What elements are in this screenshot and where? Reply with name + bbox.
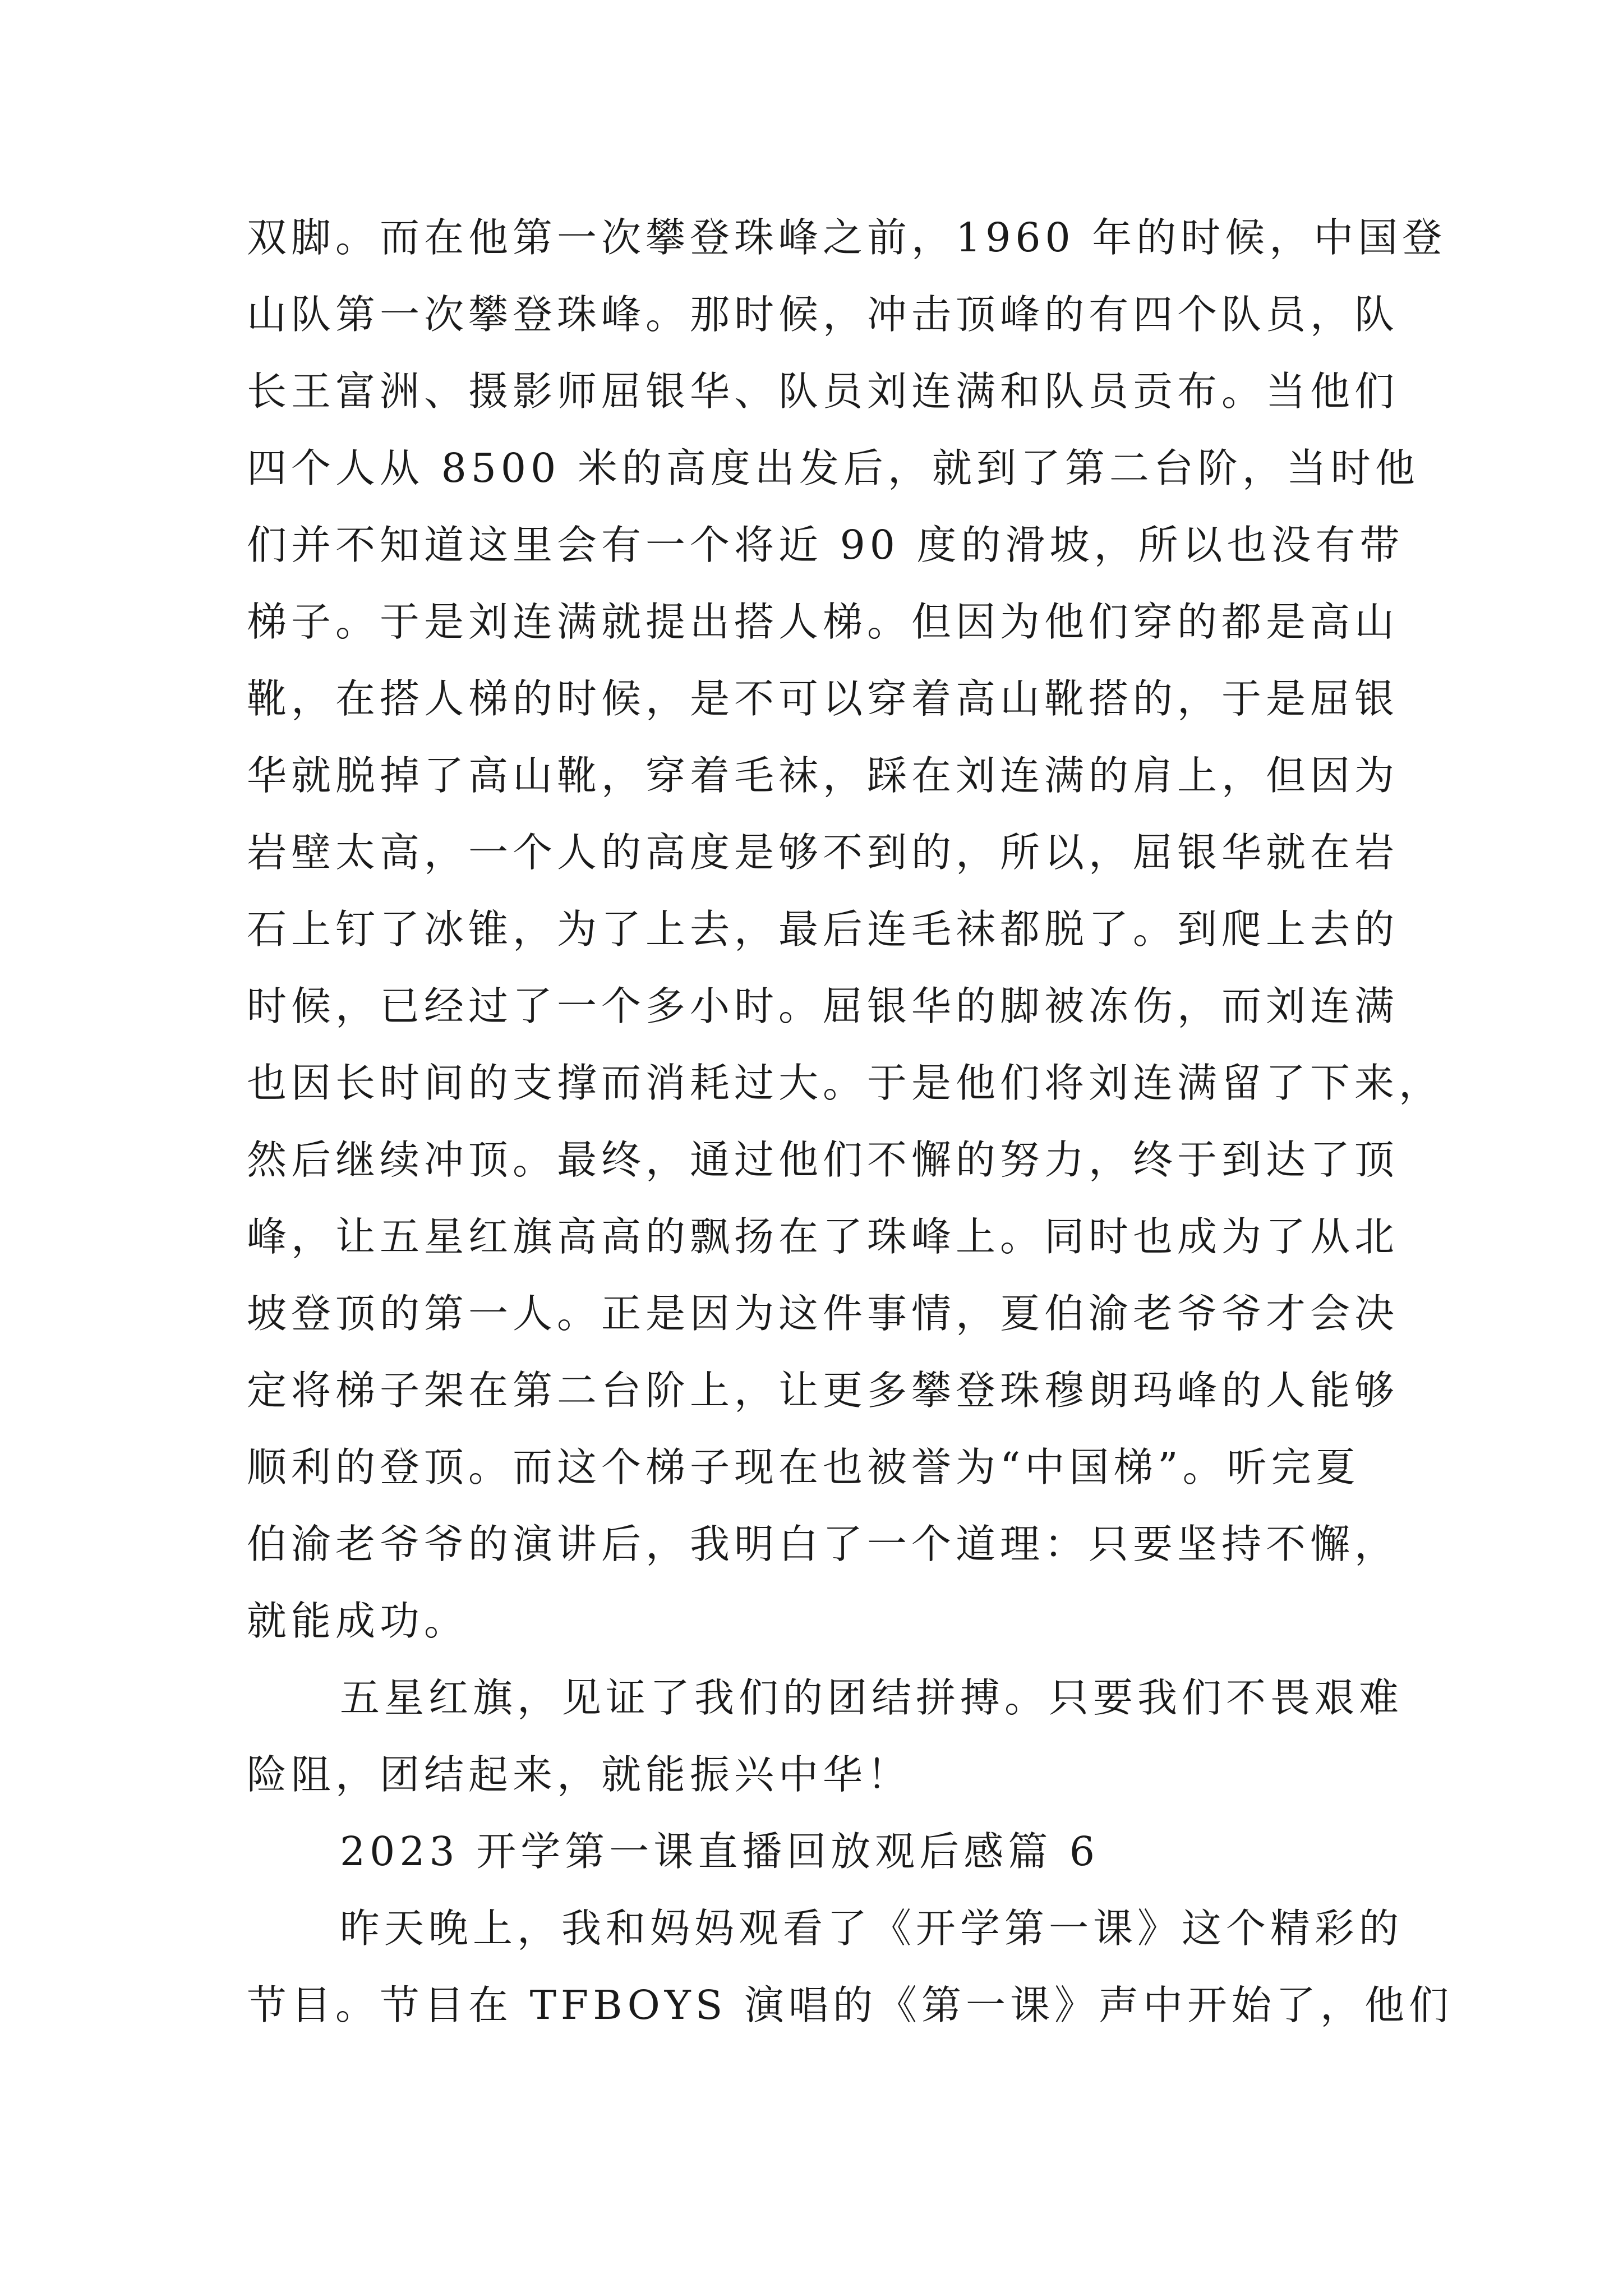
text-line: 长王富洲、摄影师屈银华、队员刘连满和队员贡布。当他们 xyxy=(247,368,1399,415)
text-line: 时候，已经过了一个多小时。屈银华的脚被冻伤，而刘连满 xyxy=(247,983,1399,1029)
text-line: 伯渝老爷爷的演讲后，我明白了一个道理：只要坚持不懈， xyxy=(247,1521,1399,1567)
text-line: 坡登顶的第一人。正是因为这件事情，夏伯渝老爷爷才会决 xyxy=(247,1290,1399,1337)
paragraph-2 xyxy=(247,1659,1404,1813)
text-line: 然后继续冲顶。最终，通过他们不懈的努力，终于到达了顶 xyxy=(247,1137,1399,1183)
text-line: 石上钉了冰锥，为了上去，最后连毛袜都脱了。到爬上去的 xyxy=(247,906,1399,953)
document-body xyxy=(247,199,1453,2044)
paragraph-1 xyxy=(247,199,1447,1659)
text-line: 节目。节目在 TFBOYS 演唱的《第一课》声中开始了，他们 xyxy=(247,1982,1453,2028)
text-line: 昨天晚上，我和妈妈观看了《开学第一课》这个精彩的 xyxy=(340,1905,1404,1952)
text-line: 四个人从 8500 米的高度出发后，就到了第二台阶，当时他 xyxy=(247,445,1419,491)
text-line: 华就脱掉了高山靴，穿着毛袜，踩在刘连满的肩上，但因为 xyxy=(247,752,1399,799)
text-line: 险阻，团结起来，就能振兴中华！ xyxy=(247,1751,912,1798)
heading-text: 2023 开学第一课直播回放观后感篇 6 xyxy=(340,1828,1100,1875)
text-line: 顺利的登顶。而这个梯子现在也被誉为“中国梯”。听完夏 xyxy=(247,1444,1360,1490)
section-heading xyxy=(247,1813,1385,1890)
text-line: 也因长时间的支撑而消耗过大。于是他们将刘连满留了下来， xyxy=(247,1060,1444,1106)
text-line: 梯子。于是刘连满就提出搭人梯。但因为他们穿的都是高山 xyxy=(247,599,1399,645)
text-line: 靴，在搭人梯的时候，是不可以穿着高山靴搭的，于是屈银 xyxy=(247,675,1399,722)
text-line: 们并不知道这里会有一个将近 90 度的滑坡，所以也没有带 xyxy=(247,522,1404,568)
text-line: 峰，让五星红旗高高的飘扬在了珠峰上。同时也成为了从北 xyxy=(247,1213,1399,1260)
text-line: 山队第一次攀登珠峰。那时候，冲击顶峰的有四个队员，队 xyxy=(247,291,1399,338)
text-line: 定将梯子架在第二台阶上，让更多攀登珠穆朗玛峰的人能够 xyxy=(247,1367,1399,1414)
text-line: 岩壁太高，一个人的高度是够不到的，所以，屈银华就在岩 xyxy=(247,829,1399,876)
paragraph-3 xyxy=(247,1890,1453,2044)
text-line: 就能成功。 xyxy=(247,1598,469,1644)
text-line: 双脚。而在他第一次攀登珠峰之前，1960 年的时候，中国登 xyxy=(247,214,1447,261)
text-line: 五星红旗，见证了我们的团结拼搏。只要我们不畏艰难 xyxy=(340,1674,1404,1721)
